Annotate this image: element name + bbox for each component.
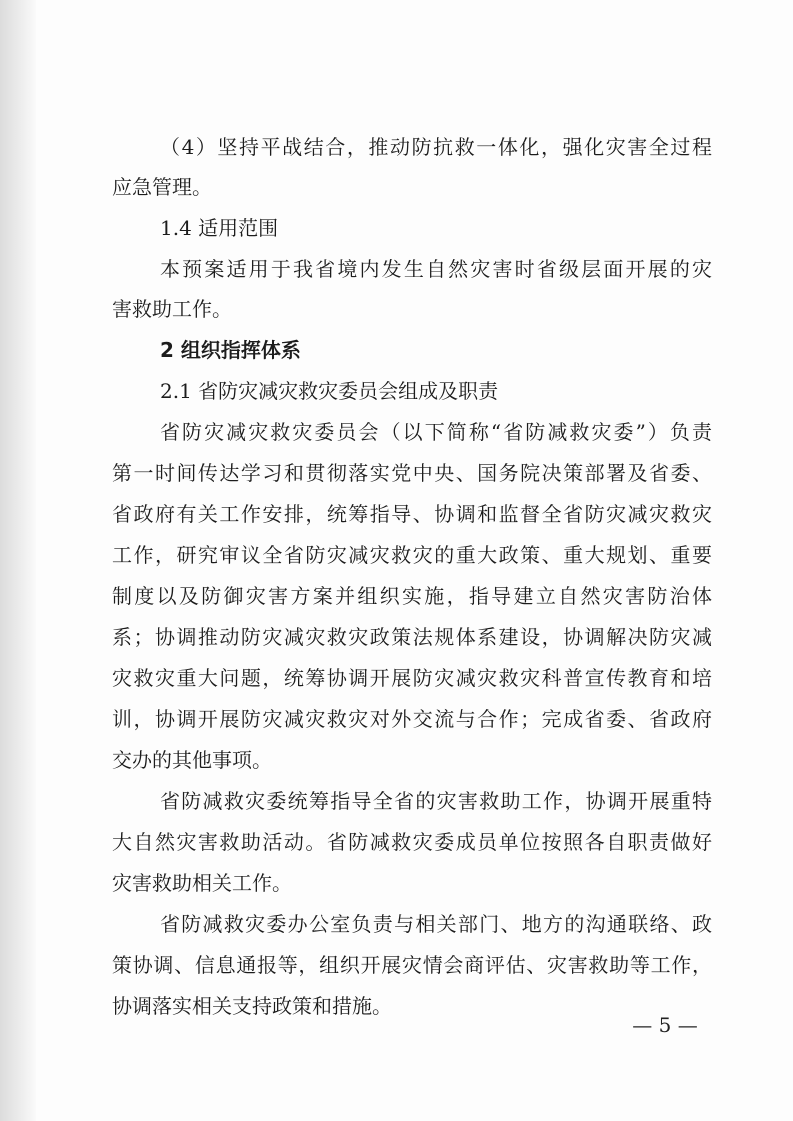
- paragraph-line: 协调落实相关支持政策和措施。: [112, 994, 392, 1018]
- page-number: — 5 —: [632, 1013, 698, 1037]
- chapter-heading-2: 2 组织指挥体系: [160, 338, 301, 362]
- paragraph-line: 第一时间传达学习和贯彻落实党中央、国务院决策部署及省委、: [112, 461, 712, 485]
- paragraph-line: 省防减救灾委办公室负责与相关部门、地方的沟通联络、政: [160, 912, 712, 936]
- paragraph-line: 训，协调开展防灾减灾救灾对外交流与合作；完成省委、省政府: [112, 707, 712, 731]
- paragraph-line: 系；协调推动防灾减灾救灾政策法规体系建设，协调解决防灾减: [112, 625, 712, 649]
- paragraph-line: 灾救灾重大问题，统筹协调开展防灾减灾救灾科普宣传教育和培: [112, 666, 712, 690]
- paragraph-line: （4）坚持平战结合，推动防抗救一体化，强化灾害全过程: [160, 135, 712, 159]
- section-heading-1-4: 1.4 适用范围: [160, 216, 279, 240]
- scan-shadow-edge: [0, 0, 36, 1121]
- paragraph-line: 制度以及防御灾害方案并组织实施，指导建立自然灾害防治体: [112, 584, 712, 608]
- paragraph-line: 本预案适用于我省境内发生自然灾害时省级层面开展的灾: [160, 257, 712, 281]
- paragraph-line: 策协调、信息通报等，组织开展灾情会商评估、灾害救助等工作，: [112, 953, 712, 977]
- section-heading-2-1: 2.1 省防灾减灾救灾委员会组成及职责: [160, 379, 499, 403]
- paragraph-line: 大自然灾害救助活动。省防减救灾委成员单位按照各自职责做好: [112, 830, 712, 854]
- paragraph-line: 省政府有关工作安排，统筹指导、协调和监督全省防灾减灾救灾: [112, 502, 712, 526]
- paragraph-line: 省防减救灾委统筹指导全省的灾害救助工作，协调开展重特: [160, 789, 712, 813]
- paragraph-line: 应急管理。: [112, 175, 212, 199]
- paragraph-line: 灾害救助相关工作。: [112, 871, 292, 895]
- paragraph-line: 害救助工作。: [112, 297, 232, 321]
- paragraph-line: 省防灾减灾救灾委员会（以下简称“省防减救灾委”）负责: [160, 420, 712, 444]
- paragraph-line: 交办的其他事项。: [112, 748, 272, 772]
- paragraph-line: 工作，研究审议全省防灾减灾救灾的重大政策、重大规划、重要: [112, 543, 712, 567]
